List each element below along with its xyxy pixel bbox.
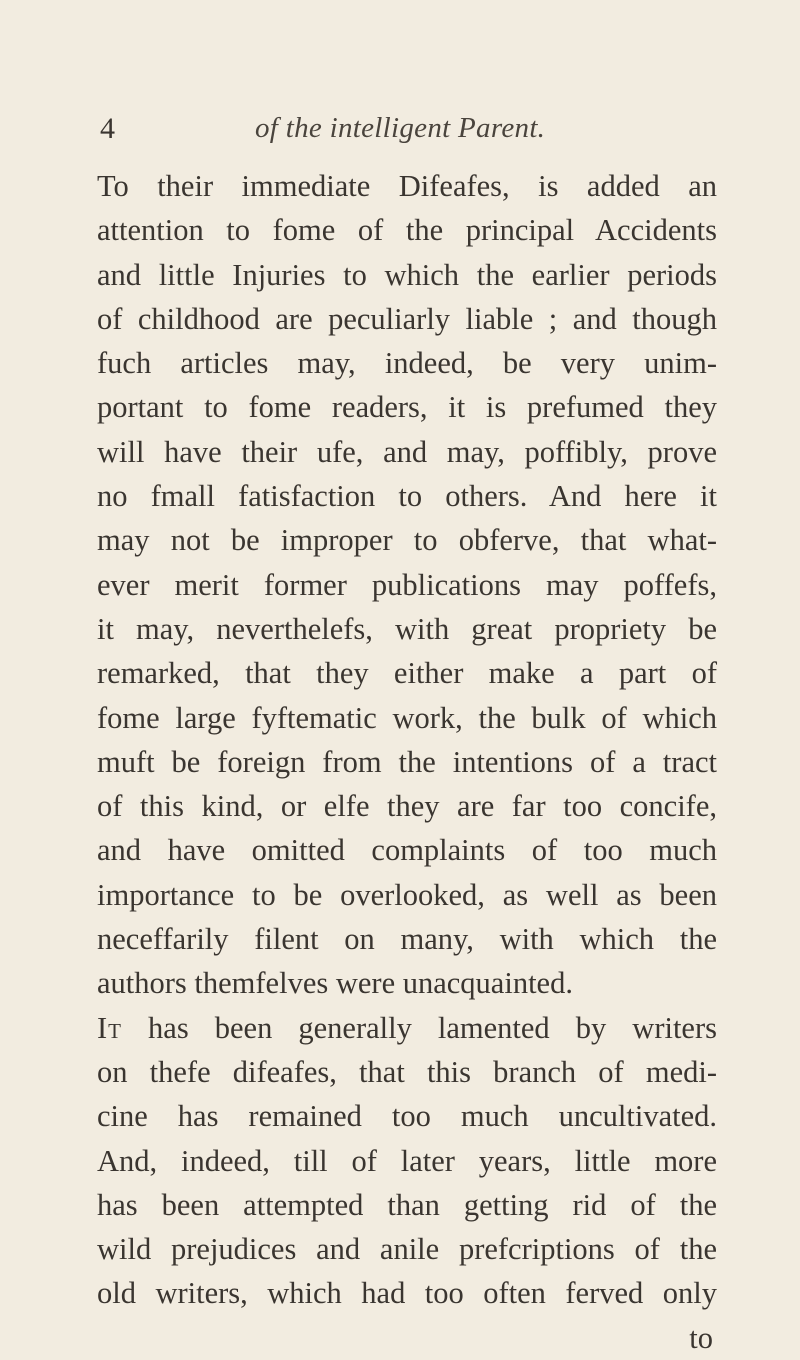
text-line: has been attempted than getting rid of the (97, 1187, 717, 1222)
text-line: attention to fome of the principal Accidents (97, 213, 717, 248)
text-line: will have their ufe, and may, poffibly, prove (97, 434, 717, 469)
body-text (97, 164, 717, 1360)
text-line: To their immediate Difeafes, is added an (97, 169, 717, 203)
paragraph-lead-smallcaps: It (97, 1010, 122, 1045)
page-number: 4 (100, 112, 115, 145)
text-line: wild prejudices and anile prefcriptions of the (97, 1232, 717, 1267)
text-line: And, indeed, till of later years, little more (97, 1143, 717, 1178)
text-line: on thefe difeafes, that this branch of medi- (97, 1054, 717, 1089)
running-title: of the intelligent Parent. (255, 112, 546, 144)
text-line: ever merit former publications may poffefs, (97, 567, 717, 602)
text-line: fuch articles may, indeed, be very unim- (97, 346, 717, 381)
text-line: it may, neverthelefs, with great propriety be (97, 611, 717, 646)
text-line: of childhood are peculiarly liable ; and though (97, 301, 717, 336)
text-line: fome large fyftematic work, the bulk of which (97, 700, 717, 735)
text-span: has been generally lamented by writers (121, 1010, 717, 1045)
text-line: of this kind, or elfe they are far too concife, (97, 789, 717, 824)
catchword: to (689, 1320, 713, 1355)
text-line: may not be improper to obferve, that what- (97, 523, 717, 558)
text-line: and little Injuries to which the earlier periods (97, 257, 717, 292)
text-line: and have omitted complaints of too much (97, 833, 717, 868)
page-header (100, 112, 720, 152)
text-line: neceffarily filent on many, with which the (97, 922, 717, 957)
text-line: muft be foreign from the intentions of a tract (97, 744, 717, 779)
paragraph-start-line (97, 1006, 717, 1050)
text-line: cine has remained too much uncultivated. (97, 1099, 717, 1134)
text-line: authors themfelves were unacquainted. (97, 966, 573, 1001)
text-line: importance to be overlooked, as well as been (97, 877, 717, 912)
text-line: portant to fome readers, it is prefumed they (97, 390, 717, 425)
text-line: no fmall fatisfaction to others. And here it (97, 479, 717, 514)
text-line: old writers, which had too often ferved only (97, 1276, 717, 1311)
text-line: remarked, that they either make a part of (97, 656, 717, 691)
